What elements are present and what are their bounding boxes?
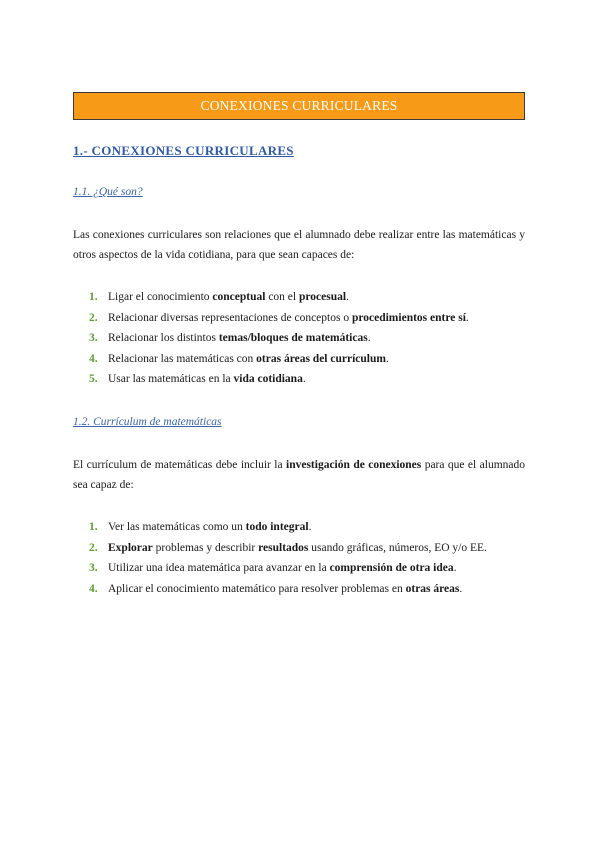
text-run: .: [453, 562, 457, 574]
list-item: [89, 349, 469, 370]
list-item: [89, 538, 487, 559]
subsection-1-list: [89, 287, 469, 390]
list-item-number: 1.: [89, 291, 98, 303]
bold-text: comprensión de otra idea: [329, 562, 454, 574]
list-item-number: 5.: [89, 373, 98, 385]
text-run: problemas y describir: [152, 541, 259, 554]
text-run: para que el alumnado sea capaz de:: [73, 459, 525, 491]
bold-text: conceptual: [212, 291, 266, 303]
bold-text: Explorar: [108, 541, 153, 554]
text-run: El currículum de matemáticas debe incluir la: [73, 459, 286, 471]
list-item: [89, 369, 469, 390]
list-item-number: 3.: [89, 332, 98, 344]
list-item-number: 1.: [89, 521, 98, 533]
subsection-heading-2: 1.2. Currículum de matemáticas: [73, 416, 222, 428]
text-run: .: [308, 521, 312, 533]
document-title-banner: [73, 92, 525, 120]
bold-text: procesual: [298, 291, 347, 303]
bold-text: procedimientos entre sí: [351, 311, 466, 324]
bold-text: otras áreas del currículum: [256, 352, 386, 365]
text-run: Relacionar las matemáticas con: [108, 352, 257, 365]
text-run: .: [465, 311, 469, 324]
section-heading: 1.- CONEXIONES CURRICULARES: [73, 143, 294, 158]
text-run: .: [459, 582, 463, 595]
text-run: Relacionar los distintos: [108, 332, 219, 344]
list-item-number: 3.: [89, 562, 98, 574]
list-item-number: 4.: [89, 352, 98, 365]
bold-text: vida cotidiana: [233, 373, 303, 385]
subsection-2-list: [89, 517, 487, 599]
subsection-2-paragraph: [73, 455, 525, 495]
list-item: [89, 328, 469, 349]
text-run: .: [367, 332, 371, 344]
bold-text: investigación de conexiones: [286, 459, 422, 471]
bold-text: resultados: [258, 541, 309, 554]
list-item-number: 2.: [89, 311, 98, 324]
text-run: usando gráficas, números, EO y/o EE.: [308, 541, 487, 554]
bold-text: todo integral: [245, 521, 309, 533]
text-run: Aplicar el conocimiento matemático para resolver problemas en: [108, 582, 406, 595]
text-run: .: [346, 291, 349, 303]
bold-text: otras áreas: [405, 582, 460, 595]
text-run: .: [302, 373, 306, 385]
bold-text: temas/bloques de matemáticas: [218, 332, 368, 344]
list-item-number: 2.: [89, 541, 98, 554]
text-run: Ver las matemáticas como un: [108, 521, 246, 533]
list-item: [89, 558, 487, 579]
list-item-number: 4.: [89, 582, 98, 595]
text-run: .: [385, 352, 389, 365]
list-item: [89, 308, 469, 329]
list-item: [89, 287, 469, 308]
text-run: Usar las matemáticas en la: [108, 373, 234, 385]
text-run: Utilizar una idea matemática para avanzar en la: [108, 562, 330, 574]
subsection-heading-1: 1.1. ¿Qué son?: [73, 186, 143, 198]
text-run: con el: [265, 291, 299, 303]
text-run: Ligar el conocimiento: [108, 291, 213, 303]
list-item: [89, 579, 487, 600]
text-run: Relacionar diversas representaciones de conceptos o: [108, 311, 352, 324]
document-title: CONEXIONES CURRICULARES: [200, 98, 398, 113]
subsection-1-paragraph: Las conexiones curriculares son relaciones que el alumnado debe realizar entre las matemáticas y otros aspectos de la vida cotidiana, para que sean capaces de:: [73, 229, 525, 261]
list-item: [89, 517, 487, 538]
